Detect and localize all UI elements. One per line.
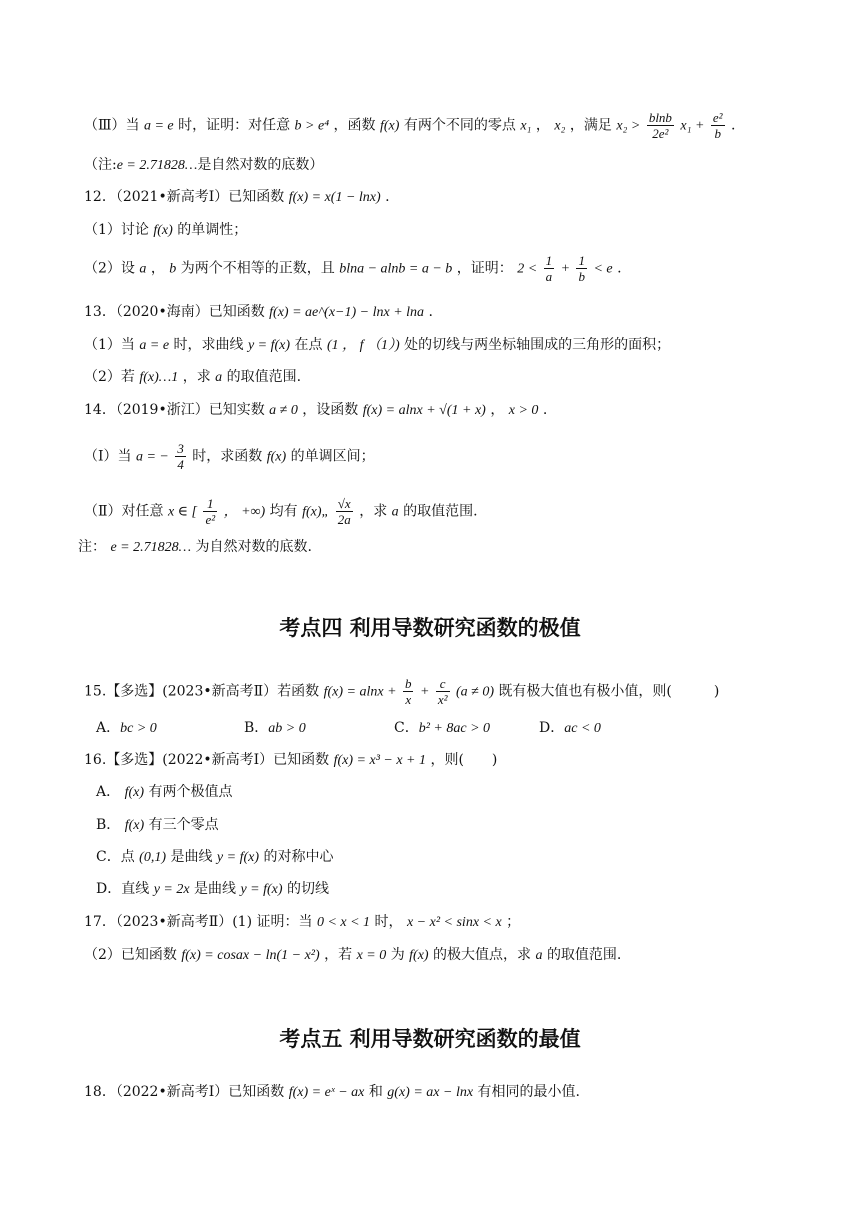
- math: f(x) = alnx +: [323, 684, 397, 700]
- text: （Ⅲ）当: [84, 117, 140, 134]
- text: 15.【多选】(2023•新高考Ⅱ）若函数: [84, 683, 320, 700]
- text: 的取值范围.: [403, 503, 478, 520]
- text: （2）若: [84, 369, 135, 385]
- text: 有相同的最小值.: [477, 1084, 580, 1100]
- q15-stem: [84, 676, 719, 707]
- option-letter: D．: [539, 720, 565, 736]
- text: 既有极大值也有极小值，则( ): [498, 683, 720, 700]
- fraction-denominator: b: [714, 126, 721, 141]
- math: (a ≠ 0): [455, 684, 494, 700]
- math: f(x): [266, 449, 287, 465]
- q14-note: [78, 538, 312, 557]
- math: x > 0: [508, 403, 539, 418]
- math: e = 2.71828…: [110, 540, 192, 555]
- math: f(x) = eˣ − ax: [288, 1085, 365, 1100]
- text: （2）设: [84, 260, 135, 277]
- math: f(x): [153, 223, 173, 238]
- math: a: [139, 261, 147, 277]
- text: 有三个零点: [148, 817, 219, 833]
- text: .: [731, 117, 736, 134]
- option-b: [244, 719, 306, 738]
- option-c: [394, 719, 490, 738]
- text: 17．（2023•新高考Ⅱ）(1) 证明：当: [84, 914, 313, 930]
- text: .: [385, 189, 390, 205]
- text: ，: [490, 402, 505, 418]
- fraction: [175, 441, 186, 472]
- fraction: [436, 676, 450, 707]
- q12-part2: [84, 253, 622, 284]
- option-letter: B．: [244, 720, 269, 736]
- fraction-numerator: 1: [545, 253, 553, 268]
- fraction-numerator: 3: [177, 441, 184, 456]
- option-math: b² + 8ac > 0: [418, 721, 491, 736]
- text: .: [428, 304, 433, 320]
- fraction: [544, 253, 555, 284]
- math: x₁: [520, 118, 532, 134]
- text: 注：: [78, 539, 106, 555]
- text: ，求: [359, 503, 388, 520]
- math: x₁ +: [680, 118, 705, 134]
- text: 在点: [294, 337, 323, 353]
- text: 时，证明：对任意: [178, 117, 291, 134]
- text: 时，: [374, 914, 403, 930]
- section-heading: 考点五 利用导数研究函数的最值: [279, 1027, 581, 1051]
- fraction-denominator: a: [545, 269, 553, 284]
- math: (1 ， f （1）): [326, 338, 400, 353]
- text: ，则( ): [430, 752, 498, 768]
- fraction-denominator: e²: [205, 512, 216, 527]
- math: f(x) = x³ − x + 1: [333, 753, 427, 768]
- math: x − x² < sinx < x: [406, 915, 502, 930]
- option-letter: A．: [96, 784, 121, 800]
- text: ，满足: [569, 117, 612, 134]
- q13-part2: [84, 368, 301, 387]
- math: +: [560, 261, 571, 277]
- text: 16.【多选】(2022•新高考Ⅰ）已知函数: [84, 752, 330, 768]
- text: ，证明：: [456, 260, 513, 277]
- text: 是自然对数的底数）: [197, 157, 324, 173]
- math: 0 < x < 1: [316, 915, 371, 930]
- text: 为两个不相等的正数，且: [180, 260, 335, 277]
- math: b: [169, 261, 177, 277]
- math: f(x) = ae^(x−1) − lnx + lna: [269, 305, 425, 320]
- text: 的切线: [287, 881, 330, 897]
- fraction-numerator: 1: [578, 253, 585, 268]
- fraction-numerator: e²: [712, 110, 723, 125]
- math: f(x)…1: [139, 370, 179, 385]
- text: 13．（2020•海南）已知函数: [84, 304, 265, 320]
- q18-stem: [84, 1083, 580, 1102]
- fraction: [336, 496, 353, 527]
- text: 是曲线: [170, 849, 213, 865]
- text: 的取值范围.: [226, 369, 302, 385]
- fraction-denominator: 2a: [337, 512, 351, 527]
- text: （1）当: [84, 337, 135, 353]
- fraction: [711, 110, 725, 141]
- fraction-numerator: √x: [336, 496, 353, 512]
- q12-part1: [84, 221, 247, 240]
- text: （2）已知函数: [84, 947, 177, 963]
- text: 的对称中心: [263, 849, 334, 865]
- option-math: bc > 0: [120, 721, 157, 736]
- math: ， +∞): [223, 504, 266, 520]
- math: e = 2.71828…: [116, 158, 198, 173]
- option-letter: D．直线: [96, 881, 150, 897]
- text: .: [542, 402, 548, 418]
- text: ，: [535, 117, 550, 134]
- math: f(x): [409, 948, 429, 963]
- text: ，若: [324, 947, 353, 963]
- q16-option-a: [96, 783, 232, 802]
- q14-part2: [84, 496, 478, 527]
- text: （1）讨论: [84, 222, 149, 238]
- q13-part1: [84, 336, 670, 355]
- fraction-denominator: x: [405, 692, 412, 707]
- text: 和: [368, 1084, 383, 1100]
- q17-part2: [84, 946, 621, 965]
- math: y = f(x): [247, 338, 291, 353]
- math: y = 2x: [153, 882, 190, 897]
- math: < e: [593, 261, 613, 277]
- math: a: [535, 948, 543, 963]
- q16-option-c: [96, 848, 333, 867]
- text: 均有: [269, 503, 298, 520]
- fraction-denominator: x²: [437, 692, 448, 707]
- q16-option-d: [96, 880, 329, 899]
- option-math: ab > 0: [268, 721, 306, 736]
- math: f(x): [379, 118, 400, 134]
- text: 处的切线与两坐标轴围成的三角形的面积；: [404, 337, 671, 353]
- text: 12．（2021•新高考Ⅰ）已知函数: [84, 189, 285, 205]
- text: 有两个不同的零点: [403, 117, 516, 134]
- math: a = e: [139, 338, 170, 353]
- math: f(x) = alnx + √(1 + x): [362, 403, 486, 418]
- q11-part3: [84, 110, 735, 141]
- option-letter: B．: [96, 817, 121, 833]
- text: 有两个极值点: [148, 784, 233, 800]
- text: ，: [150, 260, 165, 277]
- q12-stem: [84, 188, 390, 207]
- text: ；: [506, 914, 521, 930]
- fraction: [203, 496, 217, 527]
- text: ，求: [182, 369, 211, 385]
- option-d: [539, 719, 601, 738]
- math: a = −: [135, 449, 169, 465]
- math: f(x) = cosax − ln(1 − x²): [181, 948, 320, 963]
- text: （Ⅱ）对任意: [84, 503, 164, 520]
- math: a ≠ 0: [269, 403, 298, 418]
- q14-part1: [84, 441, 375, 472]
- text: 的单调区间；: [290, 448, 375, 465]
- text: .: [617, 260, 622, 277]
- text: 18．（2022•新高考Ⅰ）已知函数: [84, 1084, 285, 1100]
- text: （注:: [84, 157, 117, 173]
- math: f(x)„: [302, 504, 330, 520]
- math: f(x) = x(1 − lnx): [288, 190, 381, 205]
- fraction-denominator: 2e²: [652, 126, 669, 141]
- text: 的极大值点，求: [433, 947, 532, 963]
- q17-stem: [84, 913, 520, 932]
- text: 的取值范围.: [546, 947, 622, 963]
- math: a: [215, 370, 223, 385]
- q14-stem: [84, 401, 547, 420]
- math: blna − alnb = a − b: [339, 261, 453, 277]
- text: ，函数: [333, 117, 376, 134]
- fraction-numerator: c: [436, 676, 450, 692]
- math: +: [419, 684, 430, 700]
- q13-stem: [84, 303, 433, 322]
- fraction-denominator: 4: [177, 457, 184, 472]
- option-letter: C．: [394, 720, 419, 736]
- text: 是曲线: [194, 881, 237, 897]
- fraction: [403, 676, 414, 707]
- option-math: ac < 0: [564, 721, 601, 736]
- fraction-numerator: blnb: [648, 110, 672, 125]
- math: x ∈ [: [167, 504, 197, 520]
- fraction-numerator: 1: [203, 496, 217, 512]
- text: ，设函数: [302, 402, 359, 418]
- math: f(x): [124, 785, 145, 800]
- text: 时，求函数: [192, 448, 263, 465]
- q16-stem: [84, 751, 497, 770]
- math: 2 <: [517, 261, 538, 277]
- math: x₂ >: [616, 118, 641, 134]
- fraction-denominator: b: [578, 269, 585, 284]
- option-letter: A．: [96, 720, 121, 736]
- math: y = f(x): [216, 850, 259, 865]
- math: x₂: [554, 118, 566, 134]
- option-letter: C．点: [96, 849, 135, 865]
- text: 的单调性；: [177, 222, 248, 238]
- fraction: [576, 253, 587, 284]
- math: x = 0: [356, 948, 387, 963]
- math: a = e: [143, 118, 174, 134]
- text: 为: [390, 947, 405, 963]
- math: y = f(x): [240, 882, 283, 897]
- q16-option-b: [96, 816, 219, 835]
- q11-note: [84, 156, 323, 175]
- text: （Ⅰ）当: [84, 448, 132, 465]
- math: (0,1): [139, 850, 166, 865]
- math: f(x): [124, 818, 145, 833]
- text: 为自然对数的底数.: [195, 539, 312, 555]
- option-a: [96, 719, 157, 738]
- fraction: [647, 110, 674, 141]
- text: 时，求曲线: [173, 337, 244, 353]
- text: 14．（2019•浙江）已知实数: [84, 402, 265, 418]
- fraction-numerator: b: [404, 676, 412, 691]
- math: b > e⁴: [294, 118, 330, 134]
- math: a: [391, 504, 399, 520]
- section-heading: 考点四 利用导数研究函数的极值: [279, 616, 581, 640]
- math: g(x) = ax − lnx: [387, 1085, 474, 1100]
